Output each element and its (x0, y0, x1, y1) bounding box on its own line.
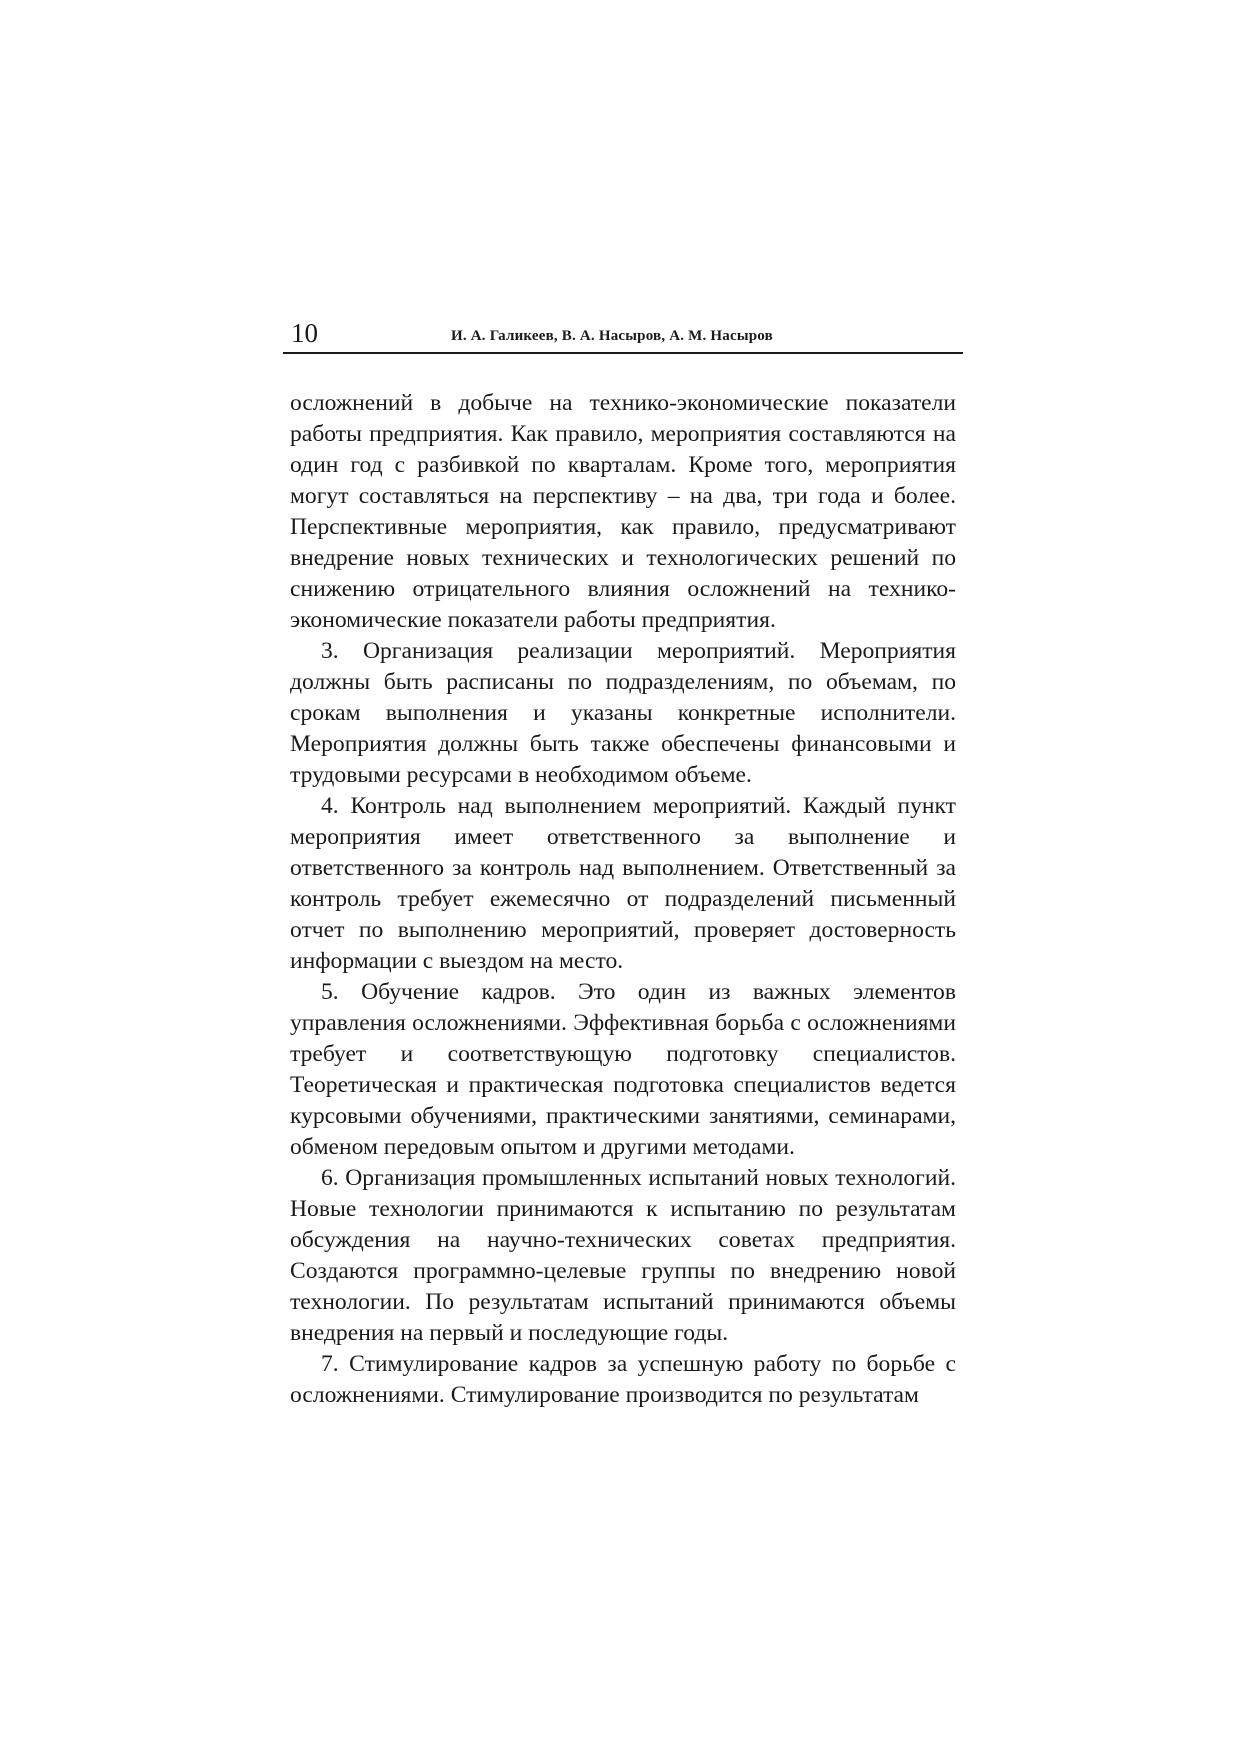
paragraph-item-3: 3. Организация реализации мероприятий. Мероприятия должны быть расписаны по подразделениям, по объемам, по срокам выполнения и указаны конкретные исполнители. Мероприятия должны быть также обеспечены финансовыми и трудовыми ресурсами в необходимом объеме. (290, 638, 956, 788)
paragraph-item-6: 6. Организация промышленных испытаний новых технологий. Новые технологии принимаются к испытанию по результатам обсуждения на научно-технических советах предприятия. Создаются программно-целевые группы по внедрению новой технологии. По результатам испытаний принимаются объемы внедрения на первый и последующие годы. (290, 1165, 956, 1346)
authors-line: И. А. Галикеев, В. А. Насыров, А. М. Насыров (451, 328, 773, 344)
paragraph-item-7: 7. Стимулирование кадров за успешную работу по борьбе с осложнениями. Стимулирование производится по результатам (290, 1351, 956, 1408)
paragraph-item-5: 5. Обучение кадров. Это один из важных элементов управления осложнениями. Эффективная борьба с осложнениями требует и соответствующую подготовку специалистов. Теоретическая и практическая подготовка специалистов ведется курсовыми обучениями, практическими занятиями, семинарами, обменом передовым опытом и другими методами. (290, 979, 956, 1160)
paragraph-item-4: 4. Контроль над выполнением мероприятий. Каждый пункт мероприятия имеет ответственного за выполнение и ответственного за контроль над выполнением. Ответственный за контроль требует ежемесячно от подразделений письменный отчет по выполнению мероприятий, проверяет достоверность информации с выездом на место. (290, 793, 956, 974)
running-head (283, 312, 963, 354)
page-number: 10 (291, 318, 318, 348)
paragraph-continuation: осложнений в добыче на технико-экономические показатели работы предприятия. Как правило, мероприятия составляются на один год с разбивкой по кварталам. Кроме того, мероприятия могут составляться на перспективу – на два, три года и более. Перспективные мероприятия, как правило, предусматривают внедрение новых технических и технологических решений по снижению отрицательного влияния осложнений на технико-экономические показатели работы предприятия. (290, 390, 956, 633)
body-text (290, 388, 956, 1411)
